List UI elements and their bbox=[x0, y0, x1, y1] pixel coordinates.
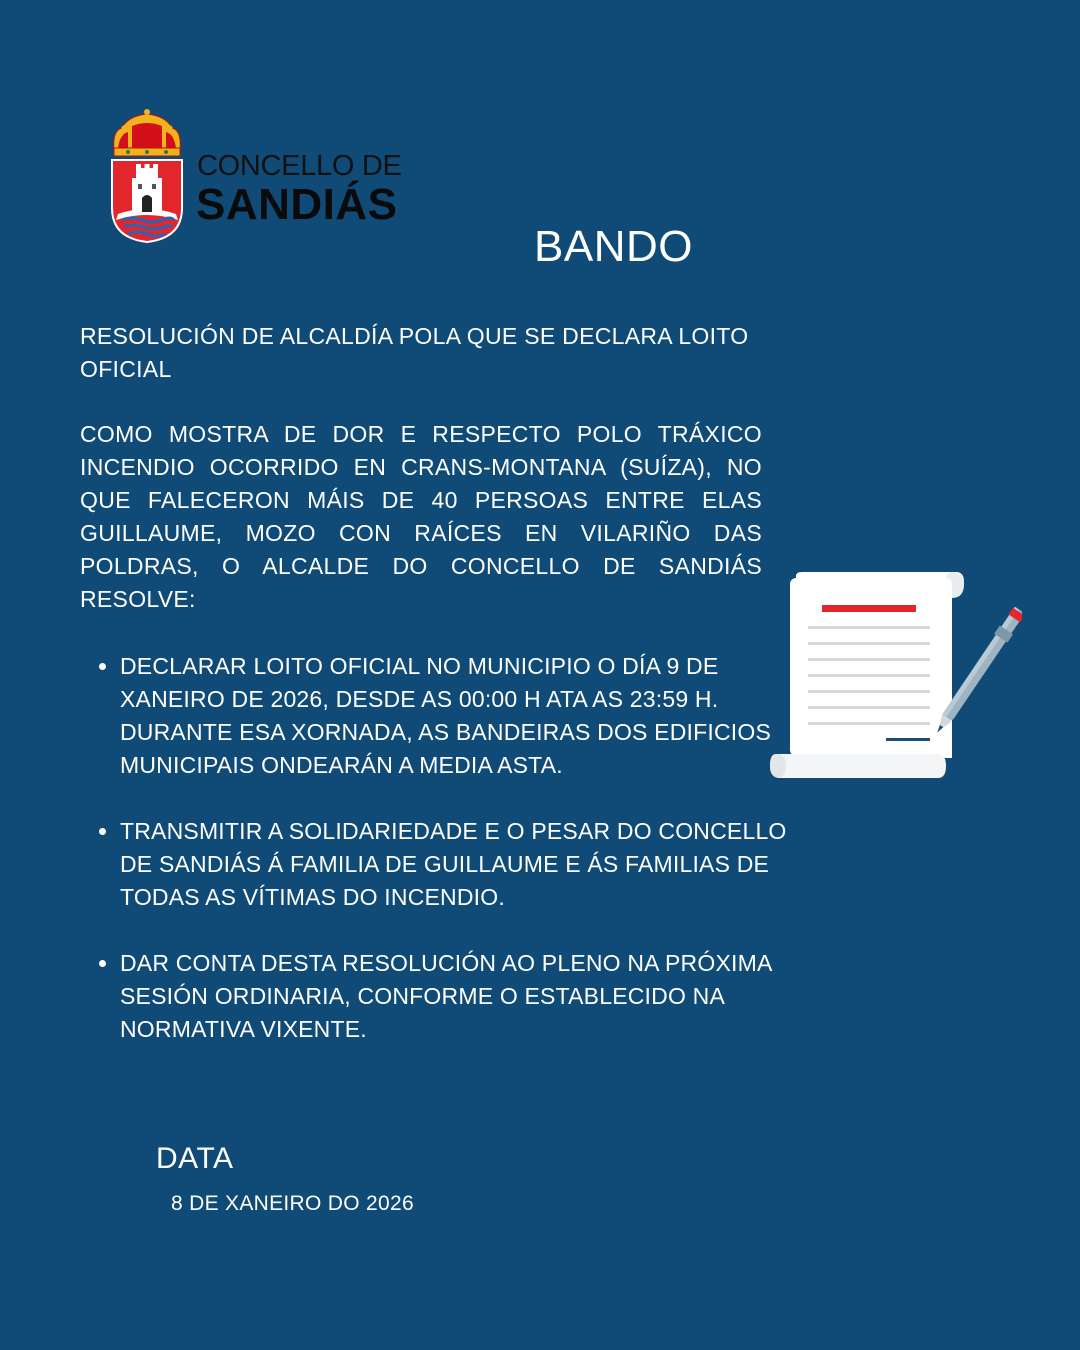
list-item: • DECLARAR LOITO OFICIAL NO MUNICIPIO O DÍA 9 DE XANEIRO DE 2026, DESDE AS 00:00 H ATA AS 23:59 H. DURANTE ESA XORNADA, AS BANDEIRAS DOS EDIFICIOS MUNICIPAIS ONDEARÁN A MEDIA ASTA. bbox=[120, 650, 810, 782]
document-pen-icon bbox=[766, 568, 1022, 784]
page-title: BANDO bbox=[534, 222, 693, 271]
list-item: • DAR CONTA DESTA RESOLUCIÓN AO PLENO NA PRÓXIMA SESIÓN ORDINARIA, CONFORME O ESTABLECIDO NA NORMATIVA VIXENTE. bbox=[120, 947, 810, 1046]
intro-paragraph: COMO MOSTRA DE DOR E RESPECTO POLO TRÁXICO INCENDIO OCORRIDO EN CRANS-MONTANA (SUÍZA), NO QUE FALECERON MÁIS DE 40 PERSOAS ENTRE ELAS GUILLAUME, MOZO CON RAÍCES EN VILARIÑO DAS POLDRAS, O ALCALDE DO CONCELLO DE SANDIÁS RESOLVE: bbox=[80, 421, 762, 612]
council-logo bbox=[108, 108, 418, 248]
coat-of-arms-icon bbox=[108, 108, 186, 244]
resolution-list bbox=[80, 650, 810, 1079]
date-label: DATA bbox=[156, 1142, 234, 1175]
resolution-title: RESOLUCIÓN DE ALCALDÍA POLA QUE SE DECLARA LOITO OFICIAL bbox=[80, 323, 749, 382]
logo-text-concello: CONCELLO DE bbox=[197, 150, 402, 182]
logo-text-sandias: SANDIÁS bbox=[196, 180, 398, 229]
list-item: • TRANSMITIR A SOLIDARIEDADE E O PESAR DO CONCELLO DE SANDIÁS Á FAMILIA DE GUILLAUME E ÁS FAMILIAS DE TODAS AS VÍTIMAS DO INCENDIO. bbox=[120, 815, 810, 914]
date-value: 8 DE XANEIRO DO 2026 bbox=[171, 1192, 414, 1215]
